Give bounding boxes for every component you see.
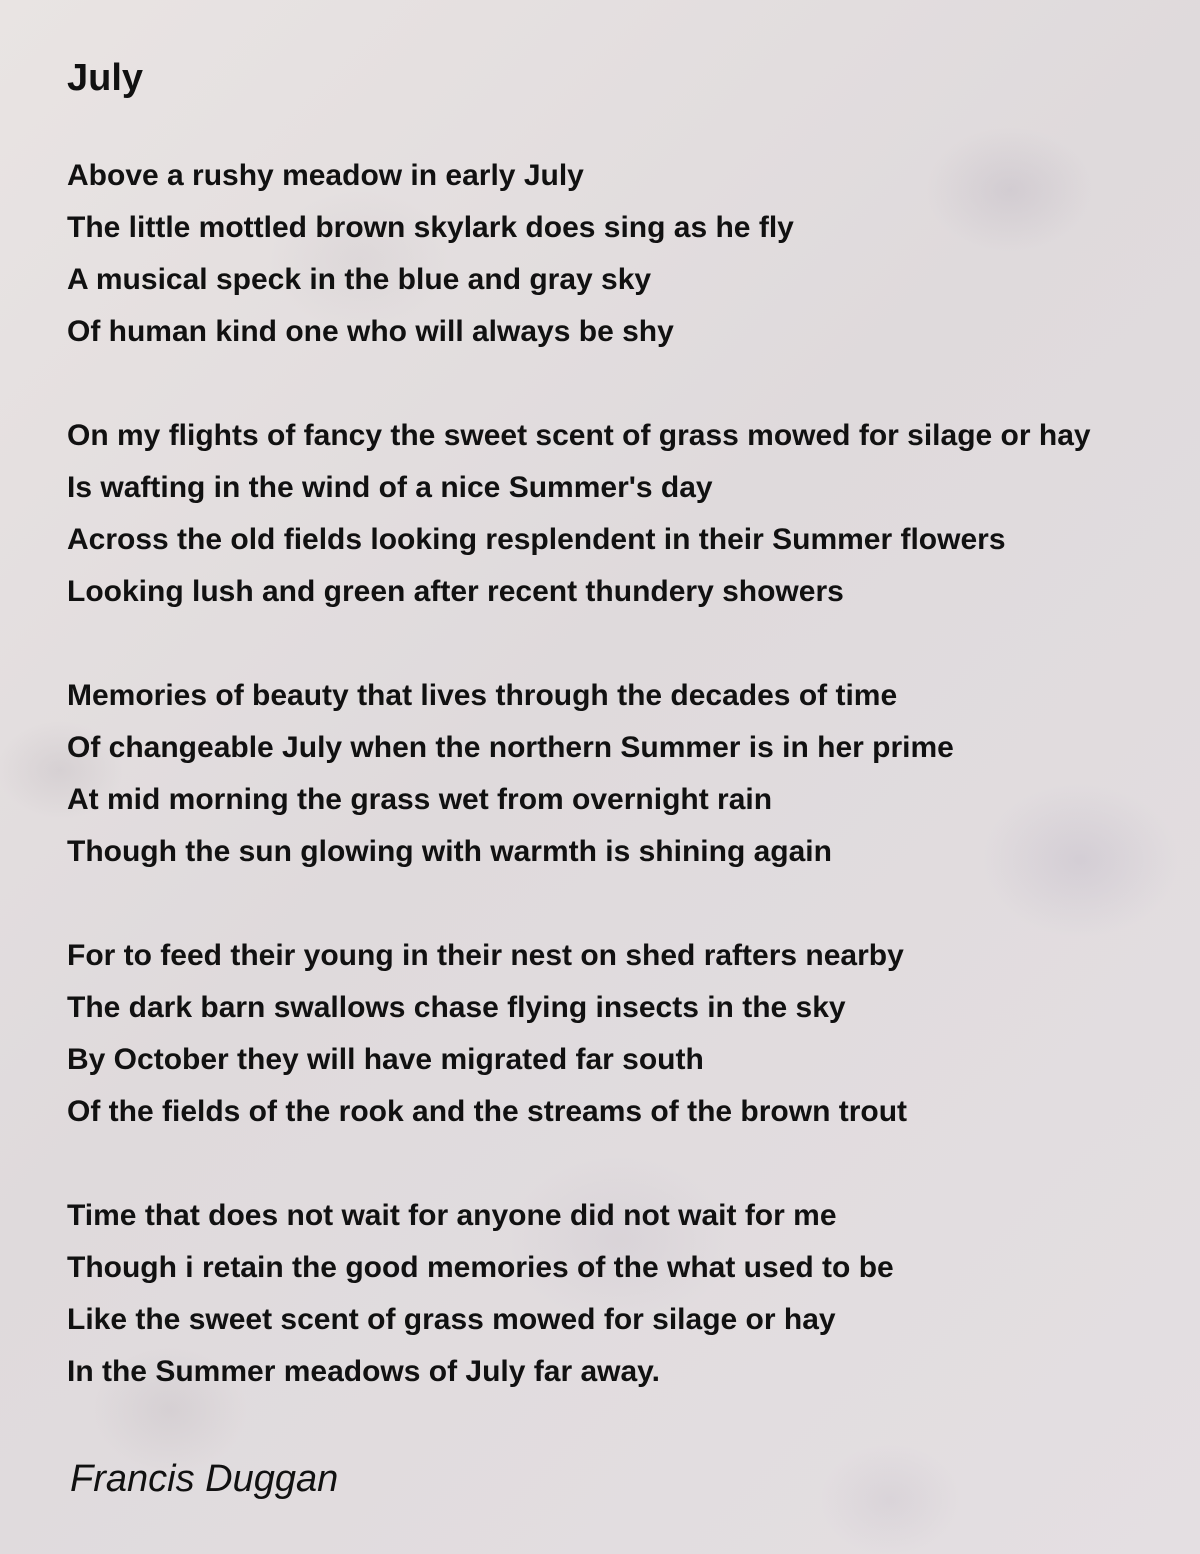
poem-line: Though i retain the good memories of the what used to be: [67, 1251, 894, 1284]
poem-line: Time that does not wait for anyone did not wait for me: [67, 1199, 837, 1232]
poem-line: The little mottled brown skylark does sing as he fly: [67, 211, 794, 244]
poem-title: July: [67, 57, 144, 99]
poem-author: Francis Duggan: [70, 1458, 339, 1500]
stanza-2: [67, 410, 1192, 618]
poem-line: The dark barn swallows chase flying insects in the sky: [67, 991, 846, 1024]
poem-line: By October they will have migrated far south: [67, 1043, 704, 1076]
poem-line: Of changeable July when the northern Summer is in her prime: [67, 731, 954, 764]
poem-line: For to feed their young in their nest on shed rafters nearby: [67, 939, 904, 972]
stanza-5: [67, 1190, 1192, 1398]
poem-line: A musical speck in the blue and gray sky: [67, 263, 652, 296]
poem-line: Above a rushy meadow in early July: [67, 159, 584, 192]
poem-line: Memories of beauty that lives through the decades of time: [67, 679, 898, 712]
stanza-1: [67, 150, 1192, 358]
poem-line: At mid morning the grass wet from overnight rain: [67, 783, 773, 816]
poem-line: Is wafting in the wind of a nice Summer's day: [67, 471, 713, 504]
poem-line: Of human kind one who will always be shy: [67, 315, 674, 348]
poem-line: On my flights of fancy the sweet scent of grass mowed for silage or hay: [67, 419, 1091, 452]
stanza-4: [67, 930, 1192, 1138]
poem-line: Like the sweet scent of grass mowed for silage or hay: [67, 1303, 836, 1336]
poem-line: Of the fields of the rook and the streams of the brown trout: [67, 1095, 908, 1128]
poem-body: [67, 150, 1192, 1450]
stanza-3: [67, 670, 1192, 878]
poem-line: Across the old fields looking resplendent in their Summer flowers: [67, 523, 1006, 556]
poem-line: In the Summer meadows of July far away.: [67, 1355, 660, 1388]
poem-line: Looking lush and green after recent thundery showers: [67, 575, 844, 608]
poem-line: Though the sun glowing with warmth is shining again: [67, 835, 832, 868]
